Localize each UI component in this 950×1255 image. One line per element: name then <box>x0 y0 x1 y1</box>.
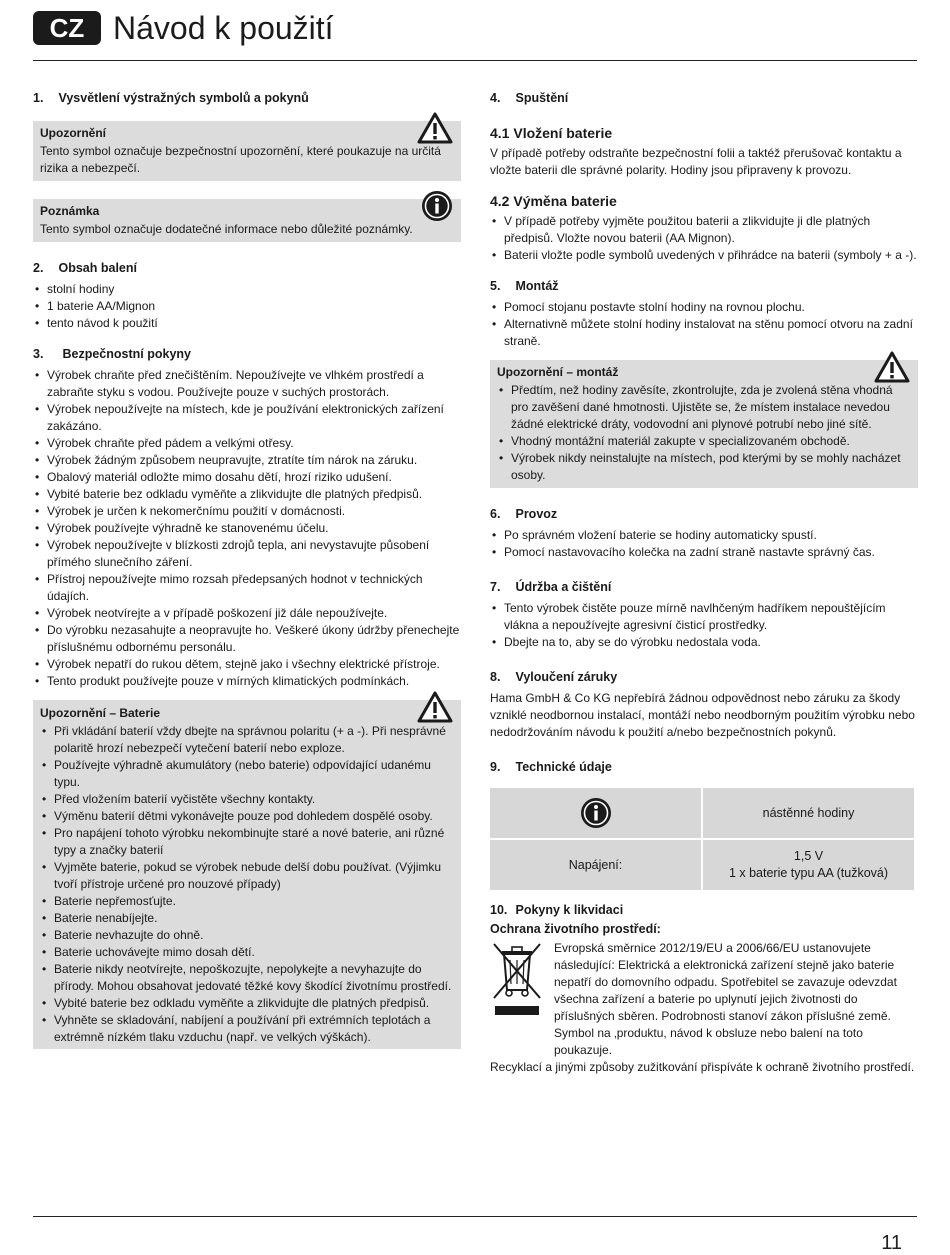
warning-box <box>33 121 461 181</box>
note-title: Poznámka <box>40 204 100 218</box>
voltage-value: 1,5 V <box>793 849 824 863</box>
list-item: • Tento výrobek čistěte pouze mírně navlhčeným hadříkem nepouštějícím vlákna a nepoužívejte agresivní čisticí prostředky. <box>490 600 918 634</box>
battery-replacement-list <box>490 213 918 264</box>
list-item: • Výrobek neotvírejte a v případě poškození již dále nepoužívejte. <box>33 605 461 622</box>
list-item: • Do výrobku nezasahujte a neopravujte ho. Veškeré úkony údržby přenechejte příslušnému odbornému personálu. <box>33 622 461 656</box>
warning-title: Upozornění <box>40 126 106 140</box>
battery-warning-title: Upozornění – Baterie <box>40 706 161 720</box>
operation-list <box>490 527 918 561</box>
list-item: • Vybité baterie bez odkladu vyměňte a zlikvidujte dle platných předpisů. <box>40 995 454 1012</box>
mounting-list <box>490 299 918 350</box>
warranty-text: Hama GmbH & Co KG nepřebírá žádnou odpovědnost nebo záruku za škody vzniklé neodbornou instalací, montáží nebo neodborným použitím výrobku nebo nedodržováním návodu k použití a/nebo bezpečnostních pokynů. <box>490 691 915 739</box>
section-3-heading: 3. Bezpečnostní pokyny <box>33 347 191 361</box>
list-item: • Výrobek nepatří do rukou dětem, stejně jako i všechny elektrické přístroje. <box>33 656 461 673</box>
subsection-4-1-text: V případě potřeby odstraňte bezpečnostní folii a taktéž přerušovač kontaktu a vložte baterii dle správné polarity. Hodiny jsou připraveny k provozu. <box>490 146 902 177</box>
table-cell <box>703 840 914 890</box>
list-item: • Přístroj nepoužívejte mimo rozsah předepsaných hodnot v technických údajích. <box>33 571 461 605</box>
list-item: • Pro napájení tohoto výrobku nekombinujte staré a nové baterie, ani různé typy a značky baterií <box>40 825 454 859</box>
list-item: • Obalový materiál odložte mimo dosahu dětí, hrozí riziko udušení. <box>33 469 461 486</box>
list-item: • Výměnu baterií dětmi vykonávejte pouze pod dohledem dospělé osoby. <box>40 808 454 825</box>
battery-warning-list <box>40 723 454 1046</box>
list-item: • Používejte výhradně akumulátory (nebo baterie) odpovídající udanému typu. <box>40 757 454 791</box>
section-8-heading: 8. Vyloučení záruky <box>490 670 618 684</box>
section-2-heading: 2. Obsah balení <box>33 261 137 275</box>
table-cell: Napájení: <box>490 840 701 890</box>
table-cell: nástěnné hodiny <box>703 788 914 838</box>
list-item: • Výrobek nepoužívejte na místech, kde je používání elektronických zařízení zakázáno. <box>33 401 461 435</box>
mounting-warning-title: Upozornění – montáž <box>497 365 619 379</box>
maintenance-list <box>490 600 918 651</box>
list-item: • Před vložením baterií vyčistěte všechny kontakty. <box>40 791 454 808</box>
list-item: • Výrobek chraňte před znečištěním. Nepoužívejte ve vlhkém prostředí a zabraňte styku s vodou. Používejte pouze v suchých prostorách. <box>33 367 461 401</box>
specifications-table <box>488 786 916 892</box>
list-item: • stolní hodiny <box>33 281 461 298</box>
table-row <box>490 840 914 890</box>
note-box <box>33 199 461 242</box>
section-6-heading: 6. Provoz <box>490 507 558 521</box>
list-item: • 1 baterie AA/Mignon <box>33 298 461 315</box>
list-item: • Pomocí stojanu postavte stolní hodiny na rovnou plochu. <box>490 299 918 316</box>
environment-subheading: Ochrana životního prostředí: <box>490 922 661 936</box>
list-item: • Baterii vložte podle symbolů uvedených v přihrádce na baterii (symboly + a -). <box>490 247 918 264</box>
battery-type-value: 1 x baterie typu AA (tužková) <box>728 866 889 880</box>
list-item: • Baterie nenabíjejte. <box>40 910 454 927</box>
info-icon <box>580 797 612 829</box>
list-item: • Baterie nepřemosťujte. <box>40 893 454 910</box>
list-item: • Výrobek používejte výhradně ke stanovenému účelu. <box>33 520 461 537</box>
list-item: • Výrobek chraňte před pádem a velkými otřesy. <box>33 435 461 452</box>
list-item: • Vhodný montážní materiál zakupte v specializovaném obchodě. <box>497 433 911 450</box>
list-item: • Pomocí nastavovacího kolečka na zadní straně nastavte správný čas. <box>490 544 918 561</box>
section-4-heading: 4. Spuštění <box>490 91 569 105</box>
list-item: • Předtím, než hodiny zavěsíte, zkontrolujte, zda je zvolená stěna vhodná pro zavěšení dané hmotnosti. Ujistěte se, že místem instalace nevedou žádné elektrické dráty, vodovodní ani plynové potrubí nebo jiné sítě. <box>497 382 911 433</box>
list-item: • Vybité baterie bez odkladu vyměňte a zlikvidujte dle platných předpisů. <box>33 486 461 503</box>
subsection-4-1-heading: 4.1 Vložení baterie <box>490 125 613 141</box>
list-item: • Tento produkt používejte pouze v mírných klimatických podmínkách. <box>33 673 461 690</box>
weee-bin-icon <box>490 940 544 1059</box>
list-item: • V případě potřeby vyjměte použitou baterii a zlikvidujte ji dle platných předpisů. Vložte novou baterii (AA Mignon). <box>490 213 918 247</box>
list-item: • Po správném vložení baterie se hodiny automaticky spustí. <box>490 527 918 544</box>
warning-triangle-icon <box>874 351 910 383</box>
section-7-heading: 7. Údržba a čištění <box>490 580 612 594</box>
language-badge: CZ <box>33 11 101 45</box>
list-item: • Výrobek žádným způsobem neupravujte, ztratíte tím nárok na záruku. <box>33 452 461 469</box>
table-row <box>490 788 914 838</box>
list-item: • Vyjměte baterie, pokud se výrobek nebude delší dobu používat. (Výjimku tvoří přístroje určené pro nouzové případy) <box>40 859 454 893</box>
left-column <box>33 90 461 1049</box>
safety-instructions-list <box>33 367 461 690</box>
table-cell <box>490 788 701 838</box>
mounting-warning-box <box>490 360 918 488</box>
list-item: • Při vkládání baterií vždy dbejte na správnou polaritu (+ a -). Při nesprávné polaritě hrozí nebezpečí vytečení baterií nebo exploze. <box>40 723 454 757</box>
list-item: • Dbejte na to, aby se do výrobku nedostala voda. <box>490 634 918 651</box>
package-contents-list <box>33 281 461 332</box>
list-item: • Výrobek nikdy neinstalujte na místech, pod kterými by se mohly nacházet osoby. <box>497 450 911 484</box>
recycling-text: Recyklací a jinými způsoby zužitkování přispíváte k ochraně životního prostředí. <box>490 1060 915 1074</box>
section-5-heading: 5. Montáž <box>490 279 559 293</box>
document-title: Návod k použití <box>113 10 334 46</box>
subsection-4-2-heading: 4.2 Výměna baterie <box>490 193 617 209</box>
list-item: • Vyhněte se skladování, nabíjení a používání při extrémních teplotách a extrémně nízkém tlaku vzduchu (např. ve velkých výškách). <box>40 1012 454 1046</box>
info-icon <box>421 190 453 222</box>
disposal-block <box>490 940 918 1059</box>
footer-divider <box>33 1216 917 1217</box>
mounting-warning-list <box>497 382 911 484</box>
page-number: 11 <box>881 1232 902 1254</box>
section-9-heading: 9. Technické údaje <box>490 760 612 774</box>
list-item: • Baterie uchovávejte mimo dosah dětí. <box>40 944 454 961</box>
disposal-text: Evropská směrnice 2012/19/EU a 2006/66/EU ustanovujete následující: Elektrická a elektronická zařízení stejně jako baterie nepatří do domovního odpadu. Spotřebitel se zavazuje odevzdat všechna zařízení a baterie po uplynutí jejich životnosti do příslušných sběren. Podrobnosti stanoví zákon příslušné země. Symbol na ‚produktu, návod k obsluze nebo balení na toto poukazuje. <box>554 941 897 1057</box>
right-column <box>490 90 918 1076</box>
warning-triangle-icon <box>417 691 453 723</box>
list-item: • Baterie nikdy neotvírejte, nepoškozujte, nepolykejte a nevyhazujte do přírody. Mohou obsahovat jedovaté těžké kovy škodící životnímu prostředí. <box>40 961 454 995</box>
section-1-heading: 1. Vysvětlení výstražných symbolů a pokynů <box>33 91 309 105</box>
warning-triangle-icon <box>417 112 453 144</box>
list-item: • Výrobek nepoužívejte v blízkosti zdrojů tepla, ani nevystavujte působení přímého slunečního záření. <box>33 537 461 571</box>
section-10-heading: 10. Pokyny k likvidaci <box>490 903 624 917</box>
list-item: • Výrobek je určen k nekomerčnímu použití v domácnosti. <box>33 503 461 520</box>
list-item: • tento návod k použití <box>33 315 461 332</box>
list-item: • Baterie nevhazujte do ohně. <box>40 927 454 944</box>
battery-warning-box <box>33 700 461 1049</box>
list-item: • Alternativně můžete stolní hodiny instalovat na stěnu pomocí otvoru na zadní straně. <box>490 316 918 350</box>
warning-text: Tento symbol označuje bezpečnostní upozornění, které poukazuje na určitá rizika a nebezpečí. <box>40 144 441 175</box>
page-header <box>33 8 917 61</box>
note-text: Tento symbol označuje dodatečné informace nebo důležité poznámky. <box>40 222 413 236</box>
